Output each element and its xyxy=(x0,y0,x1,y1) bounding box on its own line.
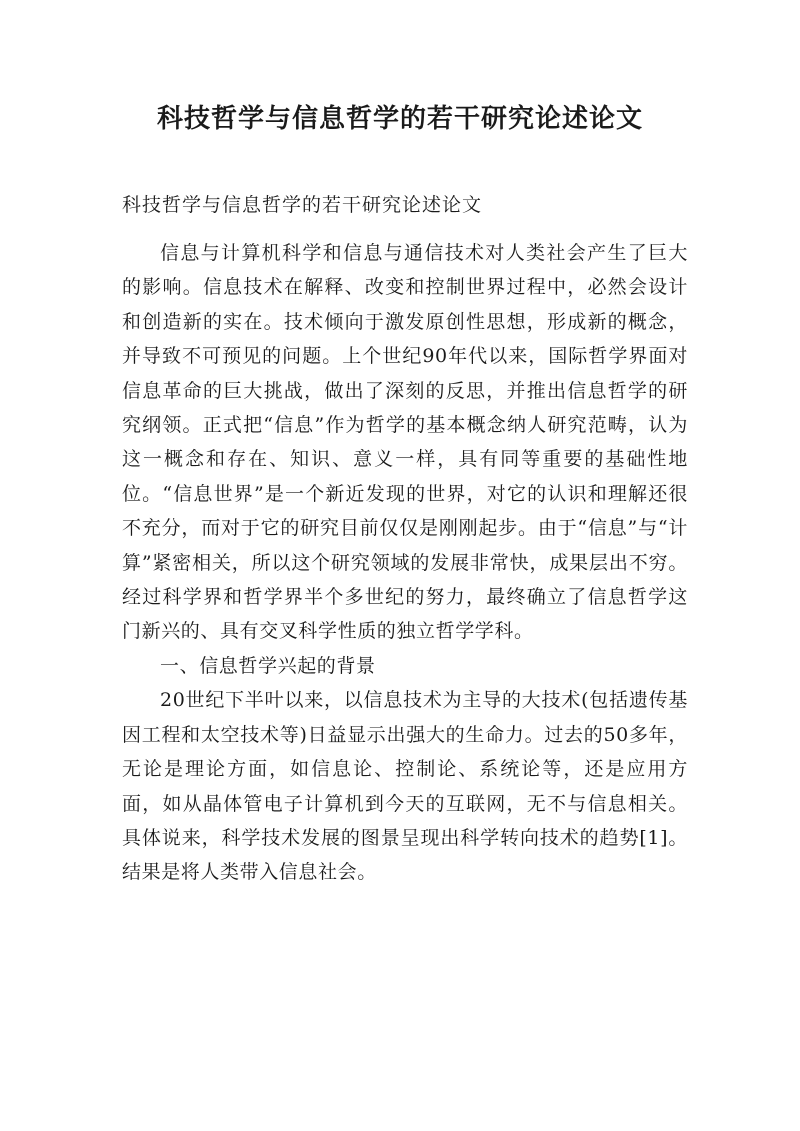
paragraph-intro: 信息与计算机科学和信息与通信技术对人类社会产生了巨大的影响。信息技术在解释、改变和控制世界过程中，必然会设计和创造新的实在。技术倾向于激发原创性思想，形成新的概念，并导致不可预见的问题。上个世纪90年代以来，国际哲学界面对信息革命的巨大挑战，做出了深刻的反思，并推出信息哲学的研究纲领。正式把“信息”作为哲学的基本概念纳人研究范畴，认为这一概念和存在、知识、意义一样，具有同等重要的基础性地位。“信息世界”是一个新近发现的世界，对它的认识和理解还很不充分，而对于它的研究目前仅仅是刚刚起步。由于“信息”与“计算”紧密相关，所以这个研究领域的发展非常快，成果层出不穷。经过科学界和哲学界半个多世纪的努力，最终确立了信息哲学这门新兴的、具有交叉科学性质的独立哲学学科。 xyxy=(122,242,688,643)
document-body xyxy=(122,236,688,890)
document-subtitle: 科技哲学与信息哲学的若干研究论述论文 xyxy=(122,194,483,216)
section-heading: 一、信息哲学兴起的背景 xyxy=(160,654,376,677)
paragraph-background: 20世纪下半叶以来，以信息技术为主导的大技术(包括遗传基因工程和太空技术等)日益显示出强大的生命力。过去的50多年，无论是理论方面，如信息论、控制论、系统论等，还是应用方面，如从晶体管电子计算机到今天的互联网，无不与信息相关。具体说来，科学技术发展的图景呈现出科学转向技术的趋势[1]。结果是将人类带入信息社会。 xyxy=(122,689,688,884)
document-title: 科技哲学与信息哲学的若干研究论述论文 xyxy=(156,104,643,134)
